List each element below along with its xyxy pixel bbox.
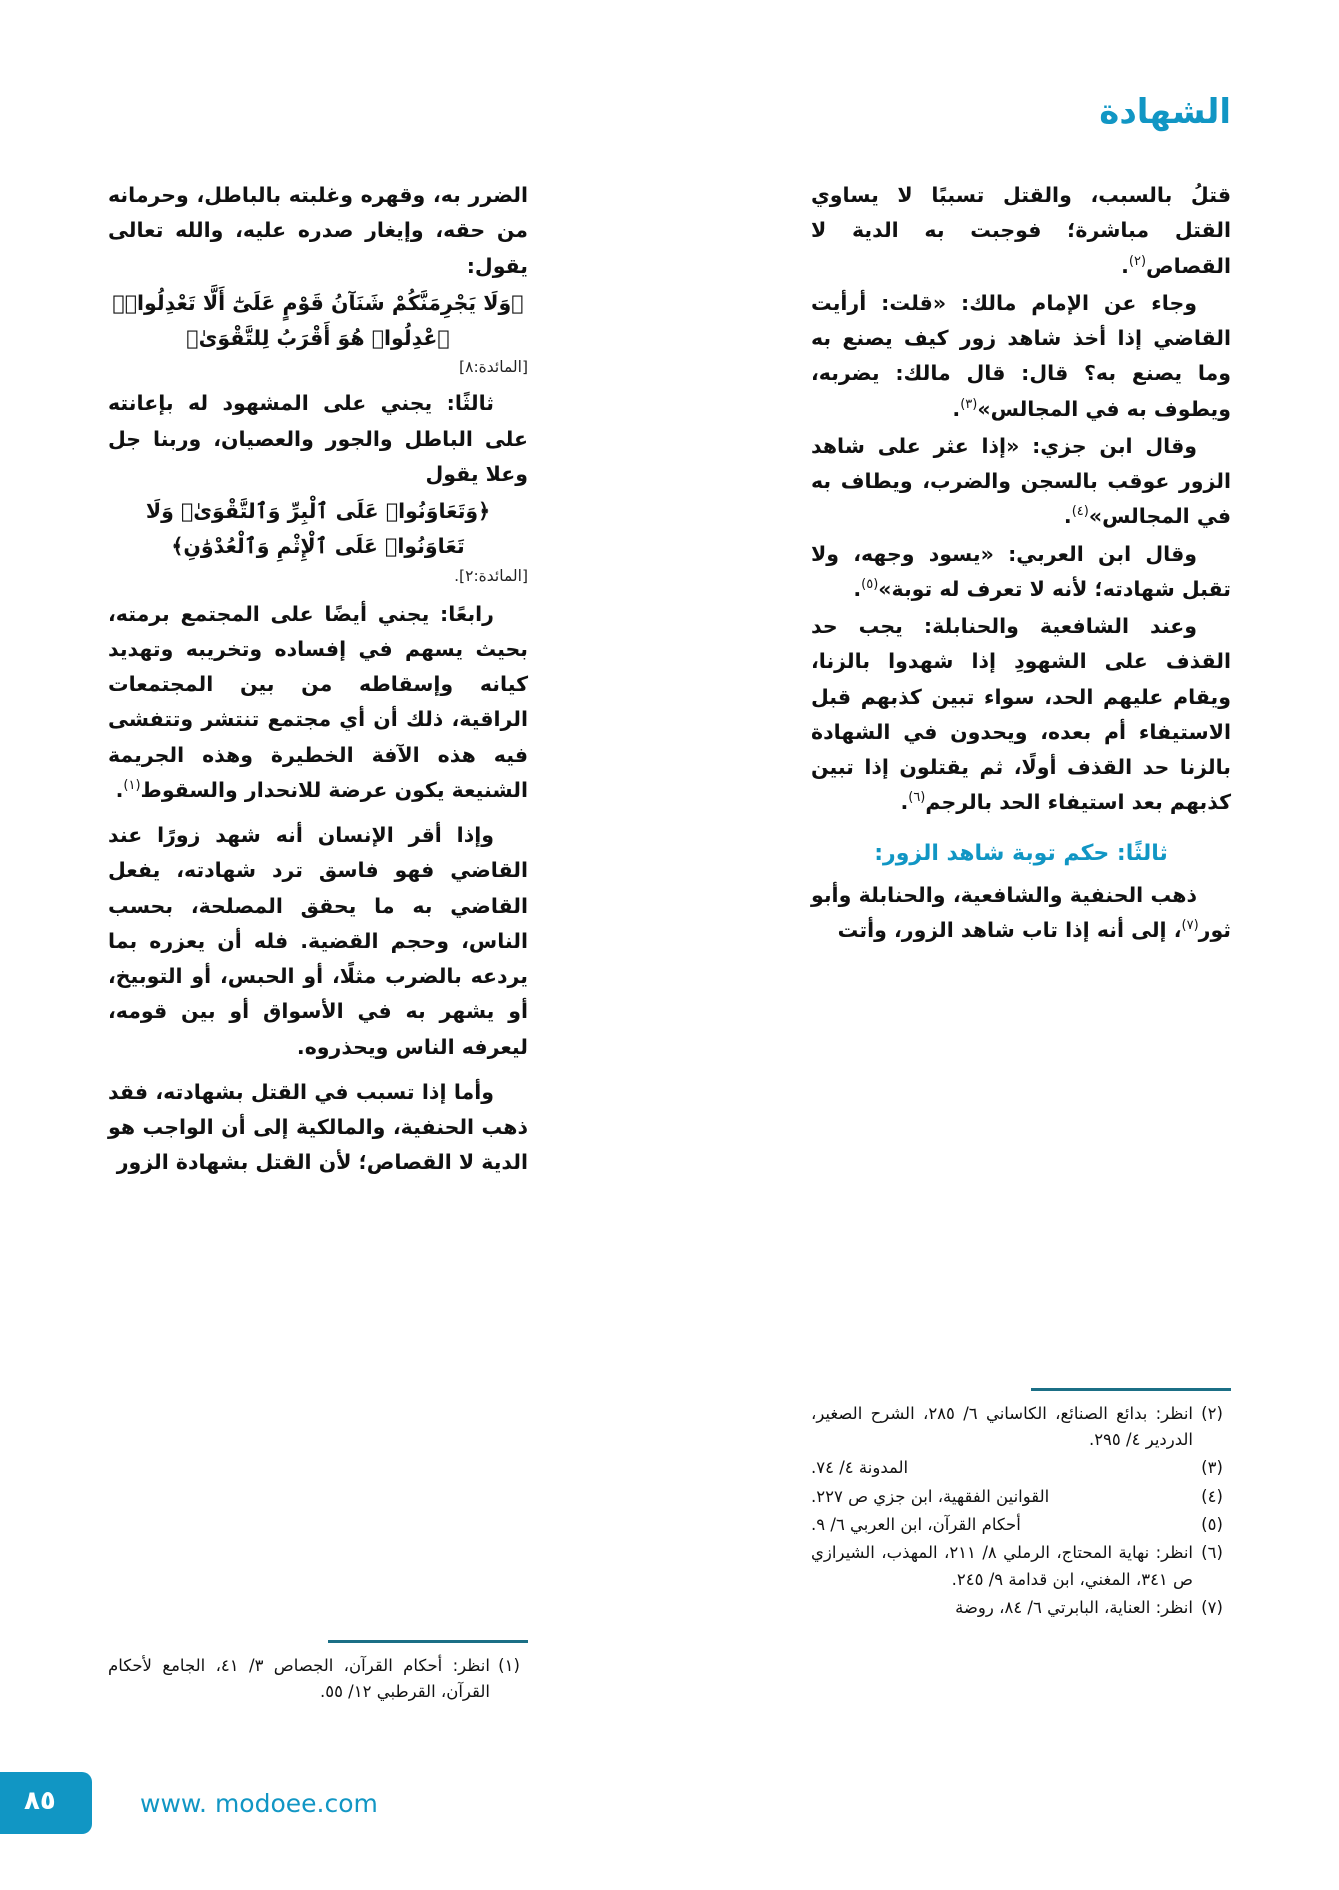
quran-verse-2-reference: [المائدة:٢].	[454, 566, 528, 585]
page-title: الشهادة	[1099, 92, 1231, 132]
footnote-item	[811, 1595, 1231, 1621]
column-primary	[811, 178, 1231, 950]
paragraph: وقال ابن العربي: «يسود وجهه، ولا تقبل شهادته؛ لأنه لا تعرف له توبة»$^{(٥)}$.	[811, 541, 1231, 601]
footnote-text: انظر: أحكام القرآن، الجصاص ٣/ ٤١، الجامع لأحكام القرآن، القرطبي ١٢/ ٥٥.	[108, 1655, 490, 1701]
footnote-number: (٢)	[1201, 1403, 1223, 1423]
footnote-marker: (٣)	[960, 396, 978, 412]
paragraph: وعند الشافعية والحنابلة: يجب حد القذف على الشهودِ إذا شهدوا بالزنا، ويقام عليهم الحد، سواء تبين كذبهم قبل الاستيفاء أم بعده، ويحدون في الشهادة بالزنا حد القذف أولًا، ثم يقتلون إذا تبين كذبهم بعد استيفاء الحد بالرجم$^{(٦)}$.	[811, 614, 1231, 815]
footnote-text: انظر: نهاية المحتاج، الرملي ٨/ ٢١١، المهذب، الشيرازي ص ٣٤١، المغني، ابن قدامة ٩/ ٢٤٥.	[811, 1543, 1193, 1589]
paragraph: الضرر به، وقهره وغلبته بالباطل، وحرمانه من حقه، وإيغار صدره عليه، والله تعالى يقول:	[108, 183, 528, 278]
paragraph: ذهب الحنفية والشافعية، والحنابلة وأبو ثور$^{(٧)}$، إلى أنه إذا تاب شاهد الزور، وأتت	[811, 882, 1231, 942]
footnote-marker: (١)	[123, 777, 141, 793]
website-url[interactable]: www. modoee.com	[140, 1789, 378, 1818]
footnote-item	[108, 1653, 528, 1706]
footnotes-left	[108, 1640, 528, 1707]
footnote-number: (١)	[498, 1655, 520, 1675]
footnote-marker: (٤)	[1071, 504, 1089, 520]
footnote-divider	[328, 1640, 528, 1643]
page-header	[108, 92, 1231, 148]
quran-verse-2: ﴿وَتَعَاوَنُوا۟ عَلَى ٱلْبِرِّ وَٱلتَّقْوَىٰۖ وَلَا تَعَاوَنُوا۟ عَلَى ٱلْإِثْمِ وَٱلْعُدْوَٰنِ﴾	[145, 499, 491, 559]
column-secondary	[108, 178, 528, 1183]
footnote-number: (٤)	[1201, 1486, 1223, 1506]
paragraph: وجاء عن الإمام مالك: «قلت: أرأيت القاضي إذا أخذ شاهد زور كيف يصنع به وما يصنع به؟ قال: قال مالك: يضربه، ويطوف به في المجالس»$^{(٣)}$.	[811, 290, 1231, 421]
quran-verse-1-reference: [المائدة:٨]	[459, 358, 528, 377]
footnote-marker: (٧)	[1181, 917, 1199, 933]
footnote-item	[811, 1484, 1231, 1510]
footnote-number: (٧)	[1201, 1598, 1223, 1618]
paragraph: وإذا أقر الإنسان أنه شهد زورًا عند القاضي فهو فاسق ترد شهادته، يفعل القاضي به ما يحقق المصلحة، بحسب الناس، وحجم القضية. فله أن يعزره بما يردعه بالضرب مثلًا، أو الحبس، أو التوبيخ، أو يشهر به في الأسواق أو بين قومه، ليعرفه الناس ويحذروه.	[108, 823, 528, 1059]
footnote-marker: (٦)	[908, 790, 926, 806]
paragraph: رابعًا: يجني أيضًا على المجتمع برمته، بحيث يسهم في إفساده وتخريبه وتهديد كيانه وإسقاطه من بين المجتمعات الراقية، ذلك أن أي مجتمع تنتشر وتتفشى فيه هذه الآفة الخطيرة وهذه الجريمة الشنيعة يكون عرضة للانحدار والسقوط$^{(١)}$.	[108, 601, 528, 802]
footnotes-right	[811, 1388, 1231, 1624]
footnote-marker: (٥)	[861, 576, 879, 592]
paragraph: وقال ابن جزي: «إذا عثر على شاهد الزور عوقب بالسجن والضرب، ويطاف به في المجالس»$^{(٤)}$.	[811, 433, 1231, 529]
footnote-number: (٣)	[1201, 1458, 1223, 1478]
footnote-number: (٥)	[1201, 1515, 1223, 1535]
page-number: ٨٥	[24, 1786, 56, 1816]
footnote-text: القوانين الفقهية، ابن جزي ص ٢٢٧.	[811, 1486, 1050, 1506]
paragraph: قتلُ بالسبب، والقتل تسببًا لا يساوي القتل مباشرة؛ فوجبت به الدية لا القصاص$^{(٢)}$.	[811, 183, 1231, 278]
footnote-item	[811, 1401, 1231, 1454]
footnote-divider	[1031, 1388, 1231, 1391]
footnote-text: المدونة ٤/ ٧٤.	[811, 1458, 909, 1478]
footnote-item	[811, 1540, 1231, 1593]
footnote-text: انظر: بدائع الصنائع، الكاساني ٦/ ٢٨٥، الشرح الصغير، الدردير ٤/ ٢٩٥.	[811, 1403, 1193, 1449]
paragraph: وأما إذا تسبب في القتل بشهادته، فقد ذهب الحنفية، والمالكية إلى أن الواجب هو الدية لا القصاص؛ لأن القتل بشهادة الزور	[108, 1079, 528, 1175]
section-heading: ثالثًا: حكم توبة شاهد الزور:	[874, 840, 1168, 866]
footnote-item	[811, 1512, 1231, 1538]
footnote-text: انظر: العناية، البابرتي ٦/ ٨٤، روضة	[955, 1598, 1193, 1618]
footnote-item	[811, 1455, 1231, 1481]
footnote-text: أحكام القرآن، ابن العربي ٦/ ٩.	[811, 1515, 1021, 1535]
paragraph: ثالثًا: يجني على المشهود له بإعانته على الباطل والجور والعصيان، وربنا جل وعلا يقول	[108, 391, 528, 486]
quran-verse-1: ﴿وَلَا يَجْرِمَنَّكُمْ شَنَآنُ قَوْمٍ عَلَىٰٓ أَلَّا تَعْدِلُوا۟ۚ ٱعْدِلُوا۟ هُوَ أَقْرَبُ لِلتَّقْوَىٰ﴾	[112, 290, 524, 350]
footnote-number: (٦)	[1201, 1543, 1223, 1563]
footnote-marker: (٢)	[1128, 253, 1147, 269]
